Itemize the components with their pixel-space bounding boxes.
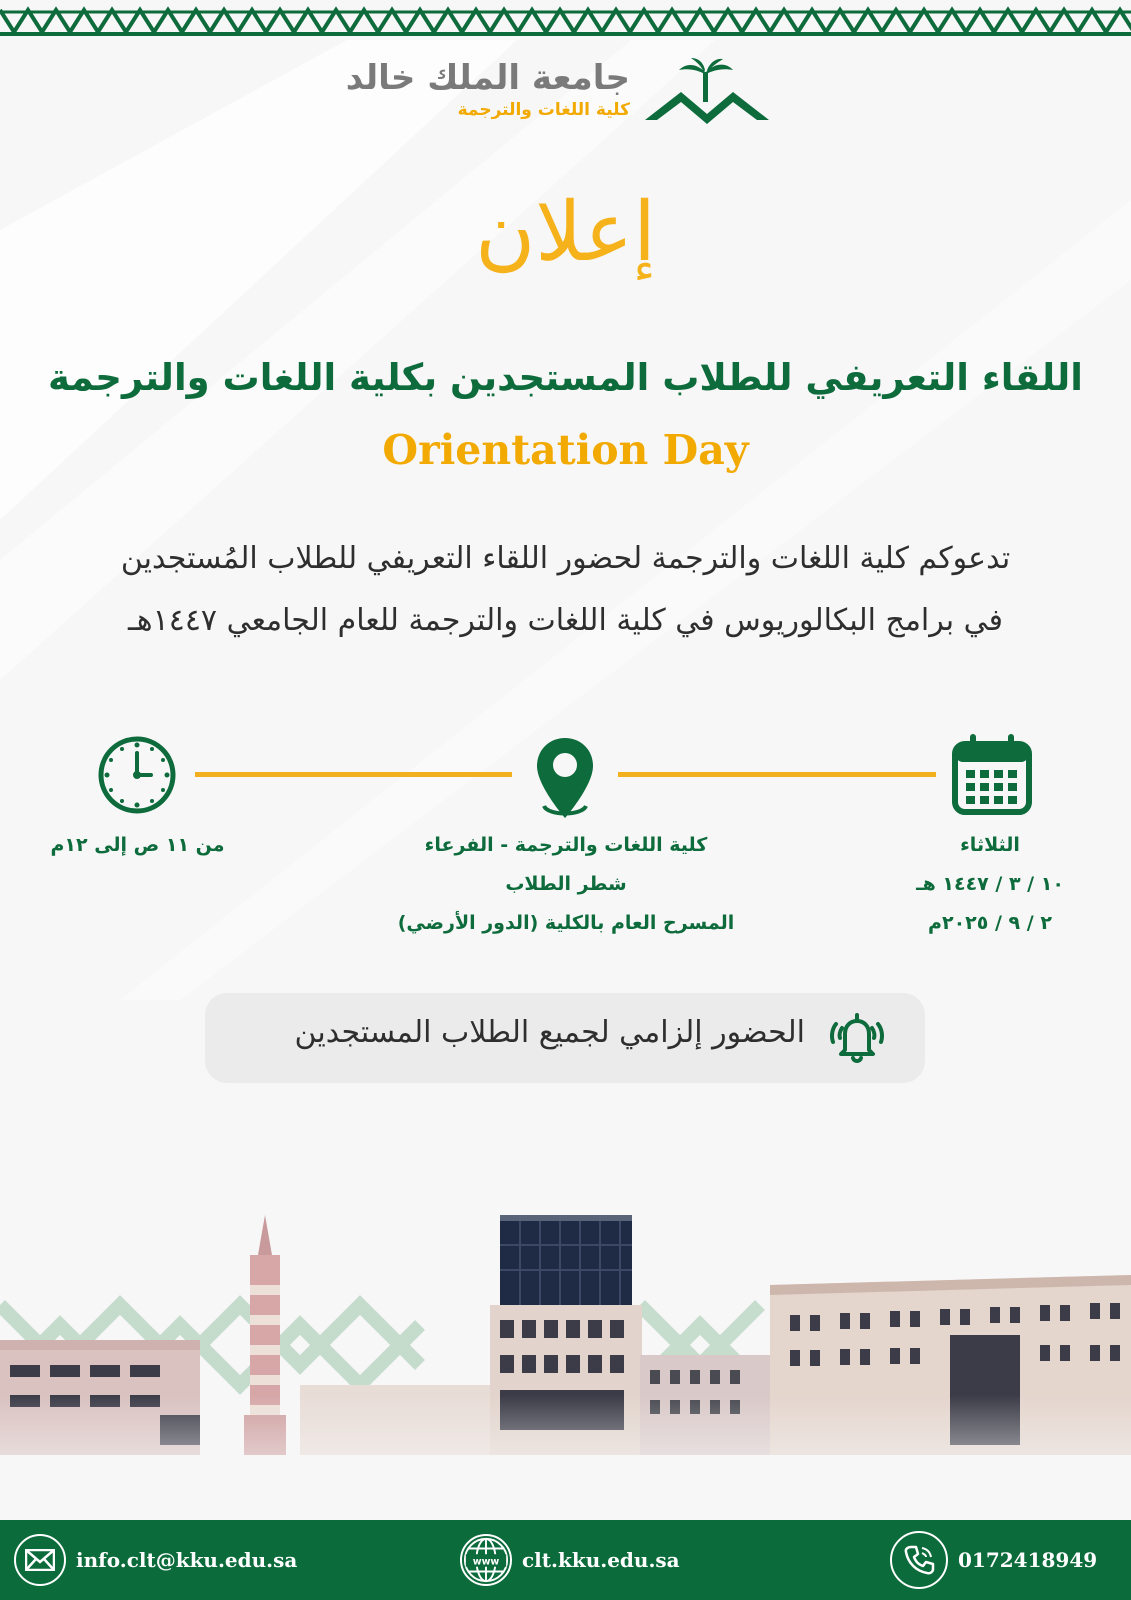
university-logo	[345, 58, 770, 130]
location-line-2: شطر الطلاب	[505, 873, 627, 895]
calendar-icon	[952, 734, 1032, 816]
email-text[interactable]: info.clt@kku.edu.sa	[76, 1548, 298, 1572]
location-line-3: المسرح العام بالكلية (الدور الأرضي)	[397, 912, 735, 934]
connector-line	[195, 772, 512, 777]
contact-footer	[0, 1520, 1131, 1600]
logo-college-name: كلية اللغات والترجمة	[457, 100, 630, 120]
footer-phone[interactable]	[890, 1531, 1097, 1589]
invitation-text	[55, 528, 1076, 652]
phone-icon	[890, 1531, 948, 1589]
envelope-icon	[14, 1534, 66, 1586]
logo-university-name: جامعة الملك خالد	[345, 58, 630, 98]
footer-email[interactable]	[14, 1531, 297, 1589]
website-text[interactable]: clt.kku.edu.sa	[522, 1548, 680, 1572]
www-label: www	[472, 1556, 500, 1568]
globe-www-icon	[460, 1534, 512, 1586]
location-line-1: كلية اللغات والترجمة - الفرعاء	[424, 834, 708, 856]
connector-line	[618, 772, 936, 777]
phone-text[interactable]: 0172418949	[958, 1548, 1098, 1572]
invitation-line: تدعوكم كلية اللغات والترجمة لحضور اللقاء التعريفي للطلاب المُستجدين	[120, 541, 1011, 576]
clock-icon	[97, 735, 177, 815]
location-pin-icon	[534, 736, 596, 820]
campus-buildings-illustration	[0, 1215, 1131, 1520]
location-info	[366, 826, 766, 943]
time-info	[40, 826, 235, 865]
bell-icon	[827, 1010, 887, 1066]
date-day: الثلاثاء	[960, 834, 1020, 856]
date-gregorian: ٢ / ٩ / ٢٠٢٥م	[928, 912, 1052, 934]
time-text: من ١١ ص إلى ١٢م	[50, 834, 225, 856]
announcement-heading: إعلان	[475, 185, 656, 280]
attendance-notice	[205, 993, 925, 1083]
top-decorative-border	[0, 0, 1131, 40]
date-hijri: ١٠ / ٣ / ١٤٤٧ هـ	[916, 873, 1064, 895]
event-title-arabic: اللقاء التعريفي للطلاب المستجدين بكلية اللغات والترجمة	[48, 356, 1083, 399]
date-info	[900, 826, 1080, 943]
event-title-english: Orientation Day	[382, 426, 749, 474]
footer-website[interactable]	[460, 1531, 680, 1589]
palm-tent-logo-icon	[645, 58, 770, 126]
invitation-line: في برامج البكالوريوس في كلية اللغات والترجمة للعام الجامعي ١٤٤٧هـ	[127, 603, 1004, 638]
notice-text: الحضور إلزامي لجميع الطلاب المستجدين	[294, 1015, 805, 1050]
